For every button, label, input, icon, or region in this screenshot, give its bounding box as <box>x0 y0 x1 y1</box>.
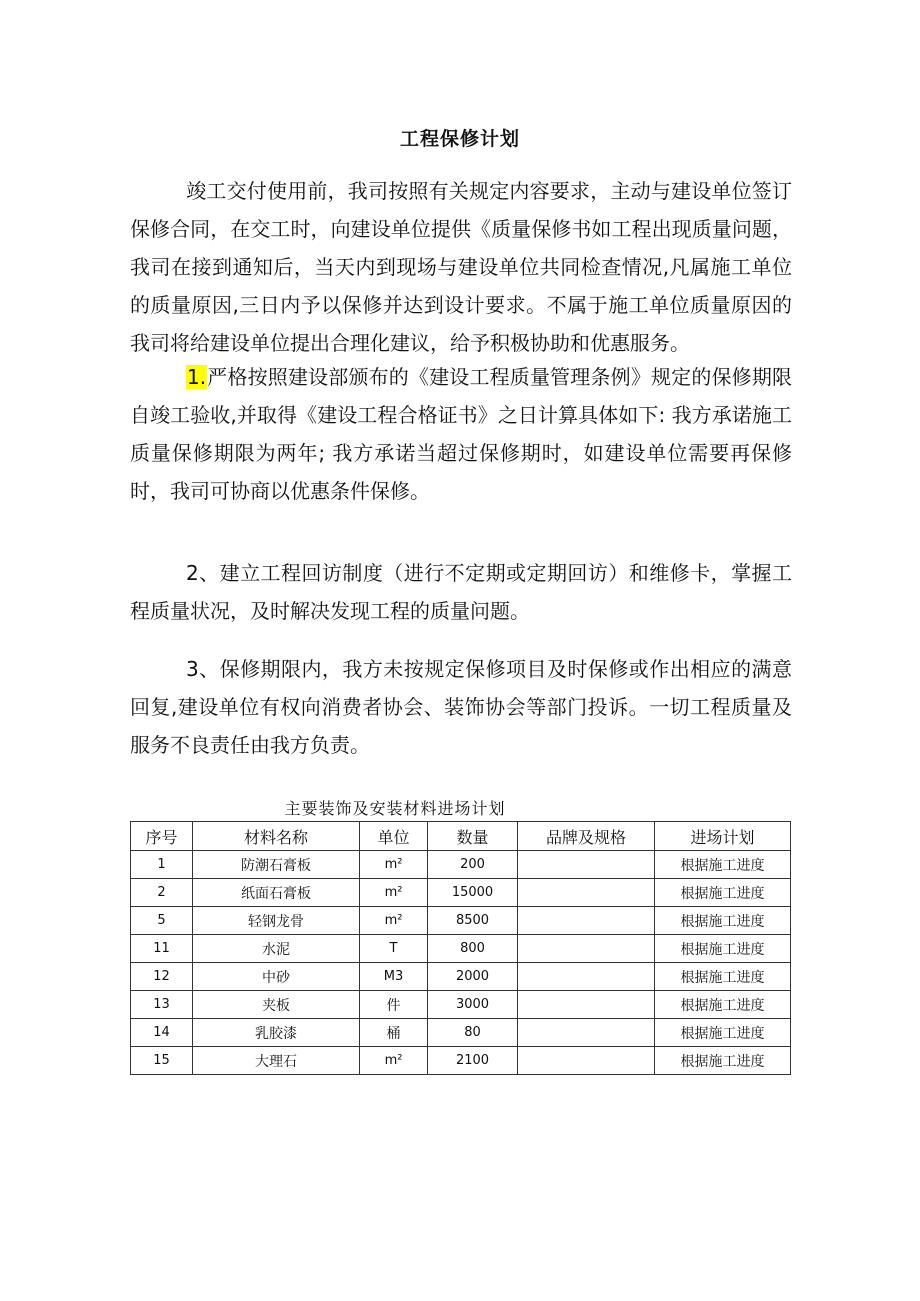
item-text-1: 严格按照建设部颁布的《建设工程质量管理条例》规定的保修期限自竣工验收,并取得《建设工程合格证书》之日计算具体如下: 我方承诺施工质量保修期限为两年; 我方承诺当超过保修期时，如建设单位需要再保修时，我司可协商以优惠条件保修。 <box>130 365 792 503</box>
header-entry-plan: 进场计划 <box>655 822 791 851</box>
cell-seq: 2 <box>131 879 193 907</box>
cell-brand-spec <box>518 1047 655 1075</box>
header-brand-spec: 品牌及规格 <box>518 822 655 851</box>
item-text-3: 保修期限内，我方未按规定保修项目及时保修或作出相应的满意回复,建设单位有权向消费者协会、装饰协会等部门投诉。一切工程质量及服务不良责任由我方负责。 <box>130 657 792 757</box>
intro-text: 竣工交付使用前，我司按照有关规定内容要求，主动与建设单位签订保修合同，在交工时，向建设单位提供《质量保修书如工程出现质量问题，我司在接到通知后，当天内到现场与建设单位共同检查情况,凡属施工单位的质量原因,三日内予以保修并达到设计要求。不属于施工单位质量原因的我司将给建设单位提出合理化建议，给予积极协助和优惠服务。 <box>130 179 792 355</box>
cell-unit: 桶 <box>360 1019 428 1047</box>
table-caption: 主要装饰及安装材料进场计划 <box>284 799 506 818</box>
document-title: 工程保修计划 <box>399 128 520 150</box>
cell-seq: 5 <box>131 907 193 935</box>
header-seq: 序号 <box>131 822 193 851</box>
item-number-1-highlighted: 1. <box>187 365 207 389</box>
cell-unit: m² <box>360 879 428 907</box>
intro-paragraph <box>130 172 792 362</box>
item-paragraph-1 <box>130 358 792 510</box>
cell-entry-plan: 根据施工进度 <box>655 851 791 879</box>
cell-unit: m² <box>360 851 428 879</box>
cell-quantity: 80 <box>428 1019 518 1047</box>
cell-brand-spec <box>518 851 655 879</box>
cell-entry-plan: 根据施工进度 <box>655 907 791 935</box>
item-paragraph-3 <box>130 650 792 764</box>
cell-material-name: 夹板 <box>193 991 360 1019</box>
header-quantity: 数量 <box>428 822 518 851</box>
cell-material-name: 大理石 <box>193 1047 360 1075</box>
cell-brand-spec <box>518 935 655 963</box>
cell-entry-plan: 根据施工进度 <box>655 1019 791 1047</box>
item-text-2: 建立工程回访制度（进行不定期或定期回访）和维修卡，掌握工程质量状况，及时解决发现工程的质量问题。 <box>130 561 792 623</box>
cell-seq: 1 <box>131 851 193 879</box>
cell-material-name: 纸面石膏板 <box>193 879 360 907</box>
header-unit: 单位 <box>360 822 428 851</box>
cell-material-name: 水泥 <box>193 935 360 963</box>
cell-brand-spec <box>518 1019 655 1047</box>
table-row <box>131 851 791 879</box>
cell-brand-spec <box>518 907 655 935</box>
cell-brand-spec <box>518 991 655 1019</box>
table-row <box>131 963 791 991</box>
table-row <box>131 907 791 935</box>
item-number-3: 3、 <box>186 657 220 681</box>
table-row <box>131 1047 791 1075</box>
cell-material-name: 乳胶漆 <box>193 1019 360 1047</box>
cell-seq: 13 <box>131 991 193 1019</box>
cell-material-name: 轻钢龙骨 <box>193 907 360 935</box>
table-row <box>131 879 791 907</box>
cell-entry-plan: 根据施工进度 <box>655 963 791 991</box>
cell-unit: m² <box>360 1047 428 1075</box>
cell-brand-spec <box>518 879 655 907</box>
cell-quantity: 200 <box>428 851 518 879</box>
materials-table <box>130 821 791 1075</box>
cell-seq: 12 <box>131 963 193 991</box>
cell-quantity: 8500 <box>428 907 518 935</box>
table-row <box>131 1019 791 1047</box>
header-material-name: 材料名称 <box>193 822 360 851</box>
cell-brand-spec <box>518 963 655 991</box>
cell-unit: T <box>360 935 428 963</box>
cell-quantity: 2000 <box>428 963 518 991</box>
cell-material-name: 防潮石膏板 <box>193 851 360 879</box>
cell-entry-plan: 根据施工进度 <box>655 991 791 1019</box>
cell-entry-plan: 根据施工进度 <box>655 1047 791 1075</box>
cell-entry-plan: 根据施工进度 <box>655 879 791 907</box>
cell-quantity: 15000 <box>428 879 518 907</box>
cell-seq: 14 <box>131 1019 193 1047</box>
table-header-row <box>131 822 791 851</box>
cell-unit: m² <box>360 907 428 935</box>
cell-seq: 15 <box>131 1047 193 1075</box>
cell-unit: M3 <box>360 963 428 991</box>
table-row <box>131 991 791 1019</box>
item-paragraph-2 <box>130 554 792 630</box>
cell-quantity: 2100 <box>428 1047 518 1075</box>
cell-unit: 件 <box>360 991 428 1019</box>
cell-quantity: 800 <box>428 935 518 963</box>
item-number-2: 2、 <box>186 561 220 585</box>
cell-seq: 11 <box>131 935 193 963</box>
cell-entry-plan: 根据施工进度 <box>655 935 791 963</box>
cell-material-name: 中砂 <box>193 963 360 991</box>
table-row <box>131 935 791 963</box>
cell-quantity: 3000 <box>428 991 518 1019</box>
